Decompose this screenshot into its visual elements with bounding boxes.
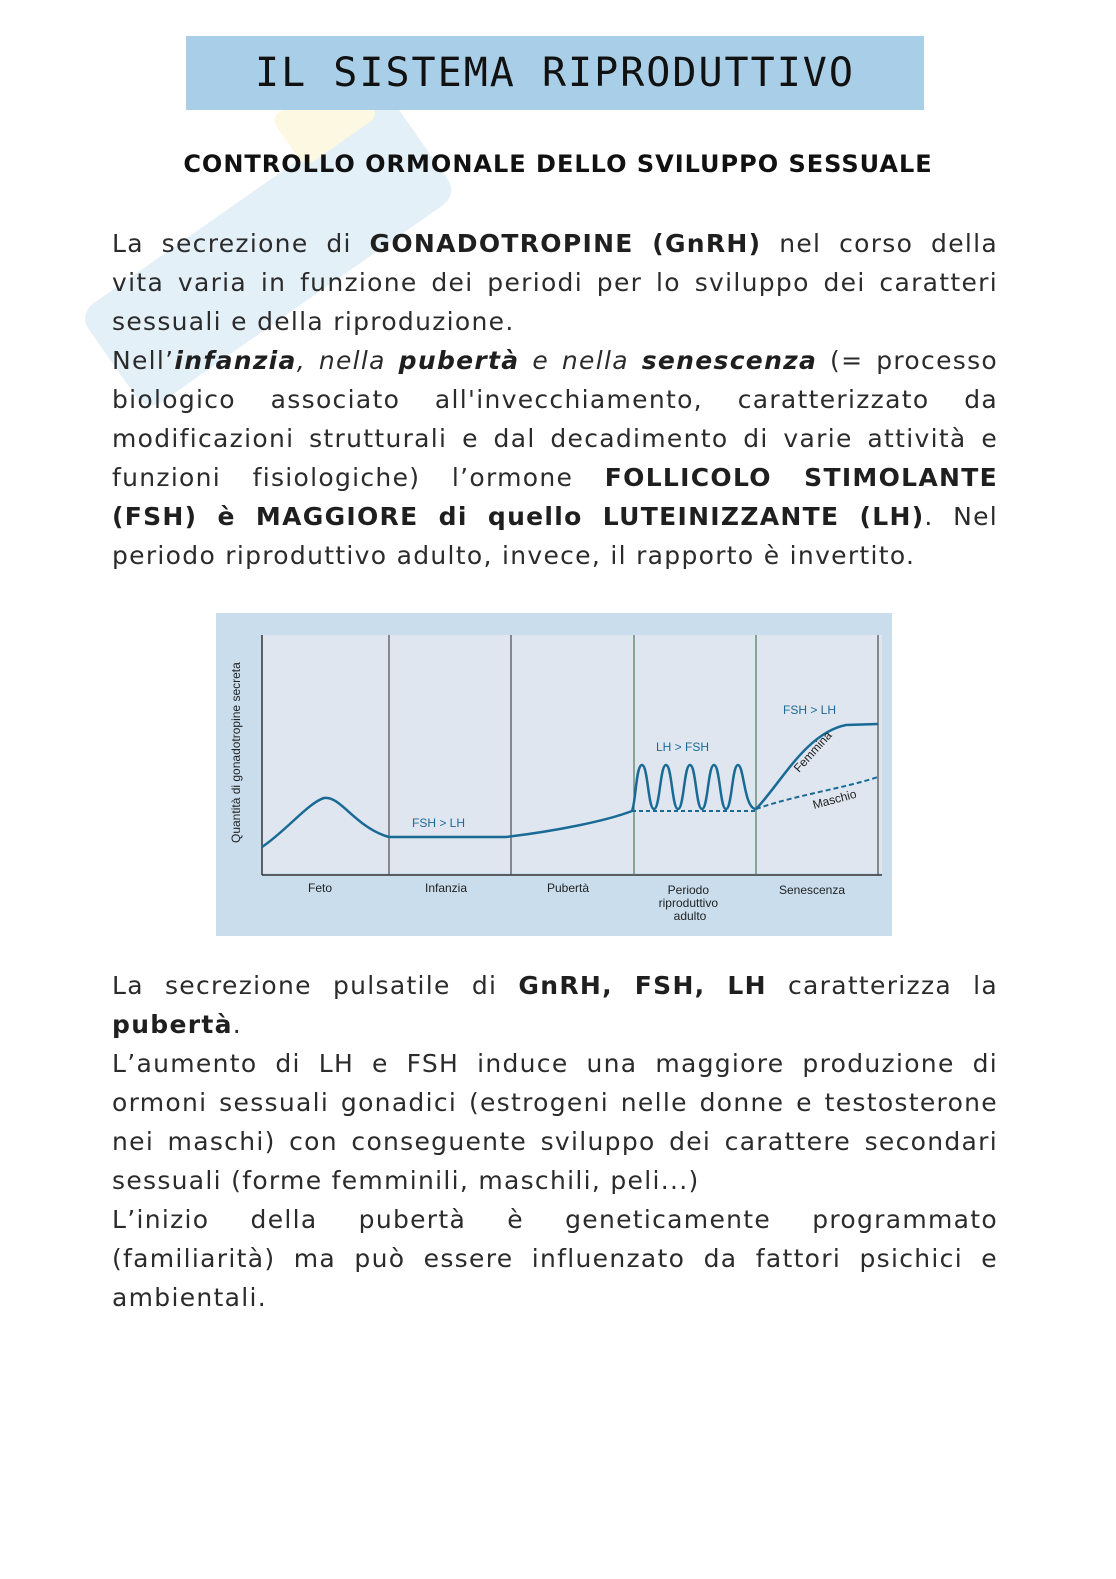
tick-label-feto: Feto <box>307 881 333 895</box>
puberty-sentence-2: L’aumento di LH e FSH induce una maggiore produzione di ormoni sessuali gonadici (estrogeni nelle donne e testosterone nei maschi) con conseguente sviluppo dei carattere secondari sessuali (forme femminili, maschili, peli...) <box>112 1049 998 1195</box>
tick-label-senescenza: Senescenza <box>778 883 846 897</box>
intro-paragraph <box>112 224 998 575</box>
intro-sentence-1: La secrezione di GONADOTROPINE (GnRH) nel corso della vita varia in funzione dei periodi per lo sviluppo dei caratteri sessuali e della riproduzione. <box>112 229 998 336</box>
puberty-sentence-3: L’inizio della pubertà è geneticamente programmato (familiarità) ma può essere influenzato da fattori psichici e ambientali. <box>112 1205 998 1312</box>
label-femmina: Femmina <box>790 728 835 776</box>
section-subtitle: CONTROLLO ORMONALE DELLO SVILUPPO SESSUALE <box>183 150 933 178</box>
tick-label-puberta: Pubertà <box>546 881 590 895</box>
annotation-adult: LH > FSH <box>656 740 710 754</box>
puberty-sentence-1: La secrezione pulsatile di GnRH, FSH, LH caratterizza la pubertà. <box>112 971 998 1039</box>
y-axis-label: Quantità di gonadotropine secreta <box>229 662 243 843</box>
title-banner <box>186 36 924 110</box>
gonadotropin-chart <box>216 613 892 936</box>
annotation-infanzia: FSH > LH <box>412 816 466 830</box>
tick-label-adulto: Periodo riproduttivo adulto <box>658 883 719 923</box>
label-maschio: Maschio <box>811 786 858 812</box>
puberty-paragraph <box>112 966 998 1317</box>
plot-area <box>262 635 882 873</box>
intro-sentence-2: Nell’infanzia, nella pubertà e nella senescenza (= processo biologico associato all'invecchiamento, caratterizzato da modificazioni strutturali e dal decadimento di varie attività e funzioni fisiologiche) l’ormone FOLLICOLO STIMOLANTE (FSH) è MAGGIORE di quello LUTEINIZZANTE (LH). Nel periodo riproduttivo adulto, invece, il rapporto è invertito. <box>112 346 999 570</box>
page-title: IL SISTEMA RIPRODUTTIVO <box>255 50 855 96</box>
annotation-senescenza: FSH > LH <box>783 703 837 717</box>
tick-label-infanzia: Infanzia <box>424 881 468 895</box>
